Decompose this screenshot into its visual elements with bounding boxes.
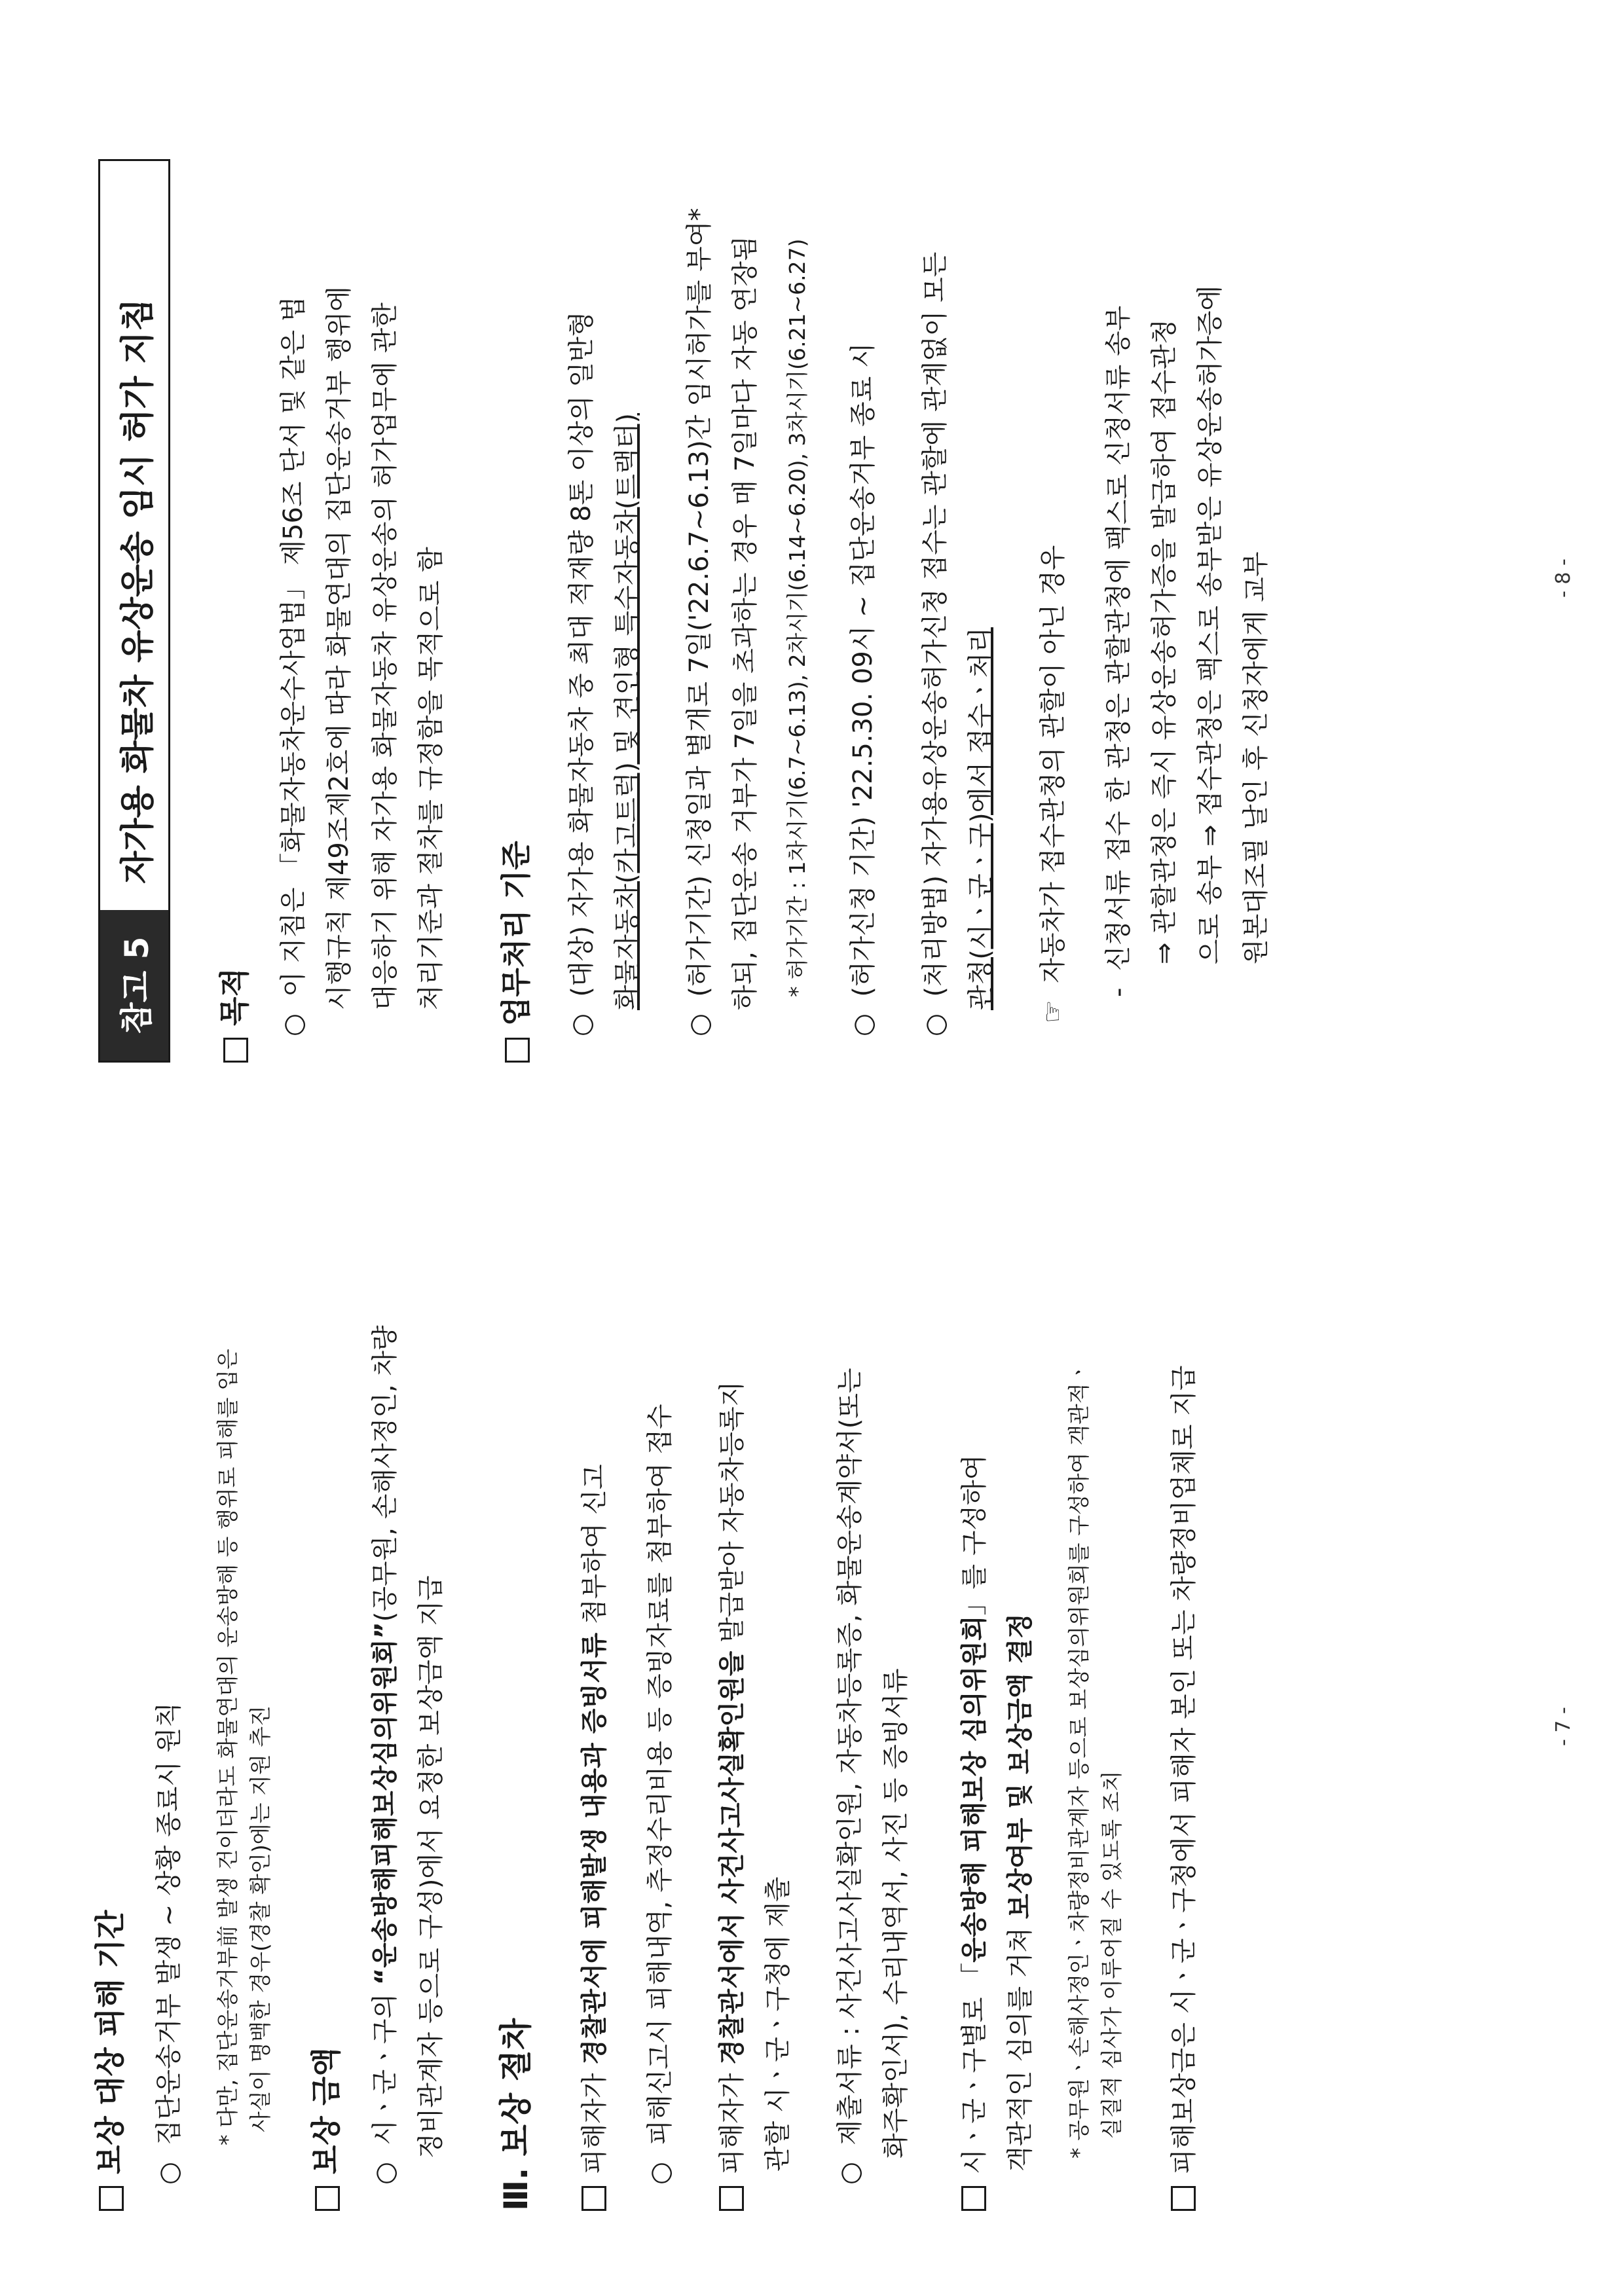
bullet-item: ○ 집단운송거부 발생 ~ 상황 종료시 원칙 — [154, 1702, 184, 2185]
bullet-item: ○ 피해신고시 피해내역, 추정수리비용 등 증빙자료를 첨부하여 접수 — [645, 1404, 675, 2185]
reference-tag: 참고 5 — [100, 910, 168, 1061]
box-item: 피해자가 경찰관서에서 사건사고사실확인원을 발급받아 자동차등록지 — [714, 1381, 750, 2211]
bullet-item: ○ (대상) 자가용 화물자동차 중 최대 적재량 8톤 이상의 일반형 — [566, 311, 597, 1036]
section-heading: 업무처리 기준 — [498, 841, 534, 1063]
footnote: * 공무원ㆍ손해사정인ㆍ차량정비관계자 등으로 보상심의위원회를 구성하여 객관적ㆍ — [1066, 1362, 1092, 2159]
page-title: 자가용 화물차 유상운송 임시 허가 지침 — [118, 298, 158, 884]
checkbox-square-icon — [719, 2186, 744, 2211]
box-item-continued: 객관적인 심의를 거쳐 보상여부 및 보상금액 결정 — [1005, 1613, 1035, 2172]
footnote-continued: 실질적 심사가 이루어질 수 있도록 조치 — [1099, 1770, 1124, 2139]
bullet-item: ○ 시ㆍ군ㆍ구의 “운송방해피해보상심의위원회”(공무원, 손해사정인, 차량 — [370, 1325, 400, 2185]
footnote: * 허가기간 : 1차시기(6.7~6.13), 2차시기(6.14~6.20), 3차시기(6.21~6.27) — [784, 238, 810, 997]
section-heading: 목적 — [216, 968, 253, 1063]
box-item: 피해자가 경찰관서에 피해발생 내용과 증빙서류 첨부하여 신고 — [576, 1464, 613, 2211]
checkbox-square-icon — [223, 1038, 248, 1063]
checkbox-square-icon — [961, 2186, 986, 2211]
bullet-continued: 처리기준과 절차를 규정함을 목적으로 함 — [416, 547, 446, 1010]
reference-title-box — [98, 159, 170, 1063]
bullet-item: ○ (허가신청 기간) '22.5.30. 09시 ~ 집단운송거부 종료 시 — [848, 342, 878, 1036]
dash-continued: ⇒ 관할관청은 즉시 유상운송허가증을 발급하여 접수관청 — [1149, 319, 1179, 964]
bullet-item: ○ (허가기간) 신청일과 별개로 7일('22.6.7~6.13)간 임시허가를 부여* — [684, 208, 714, 1036]
checkbox-square-icon — [505, 1038, 530, 1063]
page-number: - 7 - — [1552, 1707, 1575, 1746]
circle-bullet-icon: ○ — [154, 2162, 184, 2185]
checkbox-square-icon — [315, 2186, 340, 2211]
dash-continued: 으로 송부 ⇒ 접수관청은 팩스로 송부받은 유상운송허가증에 — [1195, 285, 1225, 964]
bullet-continued: 화물자동차(카고트럭) 및 견인형 특수자동차(트랙터) — [612, 412, 642, 1010]
dash-item: - 신청서류 접수 한 관청은 관할관청에 팩스로 신청서류 송부 — [1103, 305, 1134, 997]
checkbox-square-icon — [1171, 2186, 1196, 2211]
bullet-item: ○ 이 지침은 「화물자동차운수사업법」 제56조 단서 및 같은 법 — [278, 296, 308, 1036]
section-heading: 보상 대상 피해 기간 — [92, 1910, 128, 2211]
box-item: 시ㆍ군ㆍ구별로 「운송방해 피해보상 심의위원회」를 구성하여 — [956, 1455, 993, 2211]
bullet-continued: 하되, 집단운송 거부가 7일을 초과하는 경우 매 7일마다 자동 연장됨 — [730, 236, 760, 1010]
bullet-item: ○ (처리방법) 자가용유상운송허가신청 접수는 관할에 관계없이 모든 — [920, 251, 950, 1036]
dash-continued: 원본대조필 날인 후 신청자에게 교부 — [1241, 551, 1271, 964]
bullet-continued: 대응하기 위해 자가용 화물자동차 유상운송의 허가업무에 관한 — [370, 302, 400, 1010]
page-number: - 8 - — [1552, 558, 1575, 598]
box-item: 피해보상금은 시ㆍ군ㆍ구청에서 피해자 본인 또는 차량정비업체로 지급 — [1166, 1366, 1202, 2212]
bullet-continued: 관청(시ㆍ군ㆍ구)에서 접수ㆍ처리 — [966, 627, 996, 1010]
box-item-continued: 관할 시ㆍ군ㆍ구청에 제출 — [763, 1876, 793, 2172]
pointer-item: ☞ 자동차가 접수관청의 관할이 아닌 경우 — [1038, 545, 1068, 1023]
footnote-continued: 사실이 명백한 경우(경찰 확인)에는 지원 추진 — [248, 1705, 273, 2132]
bullet-item: ○ 제출서류 : 사건사고사실확인원, 자동차등록증, 화물운송계약서(또는 — [835, 1368, 865, 2185]
pointing-hand-icon: ☞ — [1038, 1000, 1068, 1023]
checkbox-square-icon — [99, 2186, 124, 2211]
bullet-continued: 시행규칙 제49조제2호에 따라 화물연대의 집단운송거부 행위에 — [324, 286, 354, 1010]
bullet-continued: 화주확인서), 수리내역서, 사진 등 증빙서류 — [881, 1668, 911, 2159]
checkbox-square-icon — [581, 2186, 606, 2211]
bullet-continued: 정비관계자 등으로 구성)에서 요청한 보상금액 지급 — [416, 1575, 446, 2159]
page-7 — [0, 1148, 1624, 2296]
roman-heading: Ⅲ. 보상 절차 — [497, 2018, 535, 2211]
footnote: * 다만, 집단운송거부前 발생 건이더라도 화물연대의 운송방해 등 행위로 피해를 입은 — [215, 1349, 240, 2145]
section-heading: 보상 금액 — [308, 2047, 344, 2211]
